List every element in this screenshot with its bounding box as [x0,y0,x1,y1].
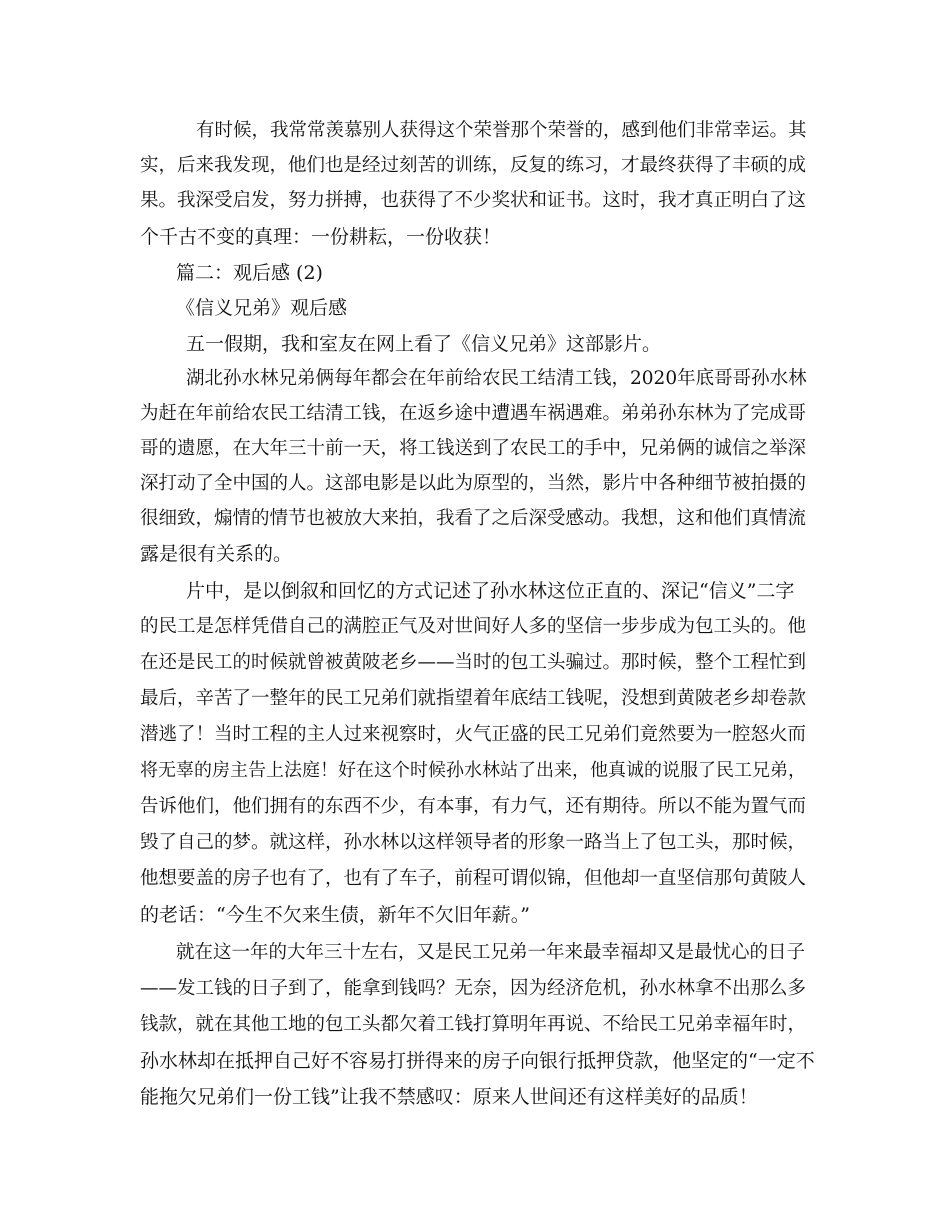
text-line: 潜逃了！当时工程的主人过来视察时，火气正盛的民工兄弟们竟然要为一腔怒火而 [140,724,807,745]
text-line: 个千古不变的真理：一份耕耘，一份收获！ [140,226,502,248]
article-title: 《信义兄弟》观后感 [176,297,348,319]
text-line: 将无辜的房主告上法庭！好在这个时候孙水林站了出来，他真诚的说服了民工兄弟， [140,760,806,781]
text-line: 的民工是怎样凭借自己的满腔正气及对世间好人多的坚信一步步成为包工头的。他 [140,616,807,637]
text-line: 能拖欠兄弟们一份工钱”让我不禁感叹：原来人世间还有这样美好的品质！ [140,1086,758,1108]
text-line: 为赶在年前给农民工结清工钱，在返乡途中遭遇车祸遇难。弟弟孙东林为了完成哥 [140,403,807,424]
text-line: 露是很有关系的。 [140,543,293,565]
text-line: 就在这一年的大年三十左右，又是民工兄弟一年来最幸福却又是最忧心的日子 [176,942,806,963]
text-line: 毁了自己的梦。就这样，孙水林以这样领导者的形象一路当上了包工头，那时候， [140,832,807,853]
text-line: 很细致，煽情的情节也被放大来拍，我看了之后深受感动。我想，这和他们真情流 [140,508,807,529]
text-line: 五一假期，我和室友在网上看了《信义兄弟》这部影片。 [186,333,662,355]
text-line: 哥的遗愿，在大年三十前一天，将工钱送到了农民工的手中，兄弟俩的诚信之举深 [140,438,807,459]
text-line: 钱款，就在其他工地的包工头都欠着工钱打算明年再说、不给民工兄弟幸福年时， [140,1014,807,1035]
text-line: 孙水林却在抵押自己好不容易打拼得来的房子向银行抵押贷款，他坚定的“一定不 [140,1050,815,1072]
text-line: ——发工钱的日子到了，能拿到钱吗？无奈，因为经济危机，孙水林拿不出那么多 [140,978,807,999]
text-line: 最后，辛苦了一整年的民工兄弟们就指望着年底结工钱呢，没想到黄陂老乡却卷款 [140,688,807,709]
text-line: 实，后来我发现，他们也是经过刻苦的训练，反复的练习，才最终获得了丰硕的成 [140,155,807,176]
section-heading: 篇二：观后感 (2) [176,262,323,284]
text-line: 有时候，我常常羡慕别人获得这个荣誉那个荣誉的，感到他们非常幸运。其 [196,120,807,141]
text-line: 在还是民工的时候就曾被黄陂老乡——当时的包工头骗过。那时候，整个工程忙到 [140,652,807,673]
text-line: 他想要盖的房子也有了，也有了车子，前程可谓似锦，但他却一直坚信那句黄陂人 [140,868,807,889]
text-line: 片中，是以倒叙和回忆的方式记述了孙水林这位正直的、深记“信义”二字 [186,580,795,602]
text-line: 湖北孙水林兄弟俩每年都会在年前给农民工结清工钱，2020年底哥哥孙水林 [186,368,807,389]
text-line: 告诉他们，他们拥有的东西不少，有本事，有力气，还有期待。所以不能为置气而 [140,796,807,817]
text-line: 的老话：“今生不欠来生债，新年不欠旧年薪。” [140,904,530,926]
text-line: 果。我深受启发，努力拼搏，也获得了不少奖状和证书。这时，我才真正明白了这 [140,190,807,211]
text-line: 深打动了全中国的人。这部电影是以此为原型的，当然，影片中各种细节被拍摄的 [140,473,807,494]
